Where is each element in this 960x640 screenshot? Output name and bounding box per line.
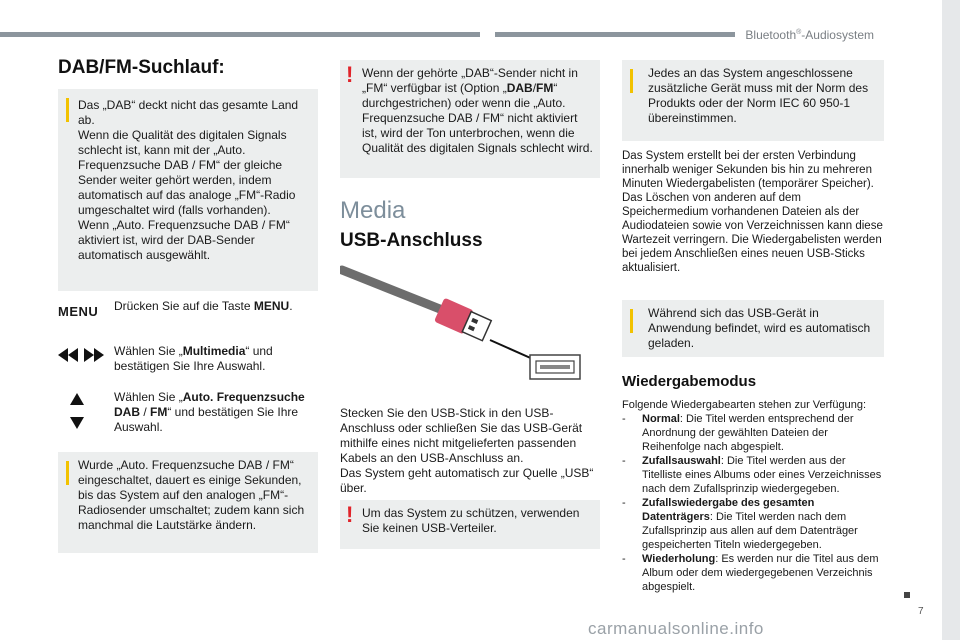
side-strip — [942, 0, 960, 640]
info-text: Das „DAB“ deckt nicht das gesamte Land ab. Wenn die Qualität des digitalen Signals schlecht ist, kann mit der „Auto. Frequenzsuche DAB / FM“ der gleiche Sender weiter gehört werden, indem automatisch auf das analoge „FM“-Radio umgeschaltet wird (falls vorhanden). Wenn „Auto. Frequenzsuche DAB / FM“ aktiviert ist, wird der DAB-Sender automatisch ausgewählt. — [78, 98, 299, 262]
usb-heading: USB-Anschluss — [340, 230, 483, 251]
page-title: DAB/FM-Suchlauf: — [58, 57, 225, 78]
playback-mode-intro: Folgende Wiedergabearten stehen zur Verfügung: — [622, 399, 866, 411]
info-text: Wurde „Auto. Frequenzsuche DAB / FM“ eingeschaltet, dauert es einige Sekunden, bis das System auf den analogen „FM“-Radiosender umschaltet; zudem kann sich manchmal die Lautstärke ändern. — [78, 458, 305, 532]
exclamation-icon: ! — [346, 502, 354, 527]
list-item: - Wiederholung: Es werden nur die Titel aus dem Album oder dem wiedergegebenen Verzeichnis abgespielt. — [622, 553, 879, 593]
list-item: - Zufallswiedergabe des gesamten Datenträgers: Die Titel werden nach dem Zufallsprinzip aus allen auf dem Datenträger gespeicherten Titeln wiedergegeben. — [622, 497, 858, 551]
info-text: Jedes an das System angeschlossene zusätzliche Gerät muss mit der Norm des Produkts oder der Norm IEC 60 950-1 übereinstimmen. — [648, 66, 869, 125]
list-item: - Normal: Die Titel werden entsprechend der Anordnung der gewählten Dateien der Reihenfolge nach abgespielt. — [622, 413, 854, 453]
info-bar-icon — [630, 309, 633, 333]
step-press-menu: Drücken Sie auf die Taste MENU. — [114, 299, 293, 313]
info-bar-icon — [66, 98, 69, 122]
step-select-multimedia: Wählen Sie „Multimedia“ und bestätigen Sie Ihre Auswahl. — [114, 344, 273, 373]
info-box-norm — [622, 60, 884, 141]
info-box-dab — [58, 89, 318, 291]
warning-box-usb-hub — [340, 500, 600, 549]
warning-text: Wenn der gehörte „DAB“-Sender nicht in „FM“ verfügbar ist (Option „DAB/FM“ durchgestrichen) oder wenn die „Auto. Frequenzsuche DAB / FM“ nicht aktiviert ist, wird der Ton unterbrochen, wenn die Qualität des digitalen Signals schlecht wird. — [362, 66, 593, 155]
header-rule-2 — [495, 32, 735, 37]
info-text: Während sich das USB-Gerät in Anwendung befindet, wird es automatisch geladen. — [648, 306, 871, 350]
usb-instructions: Stecken Sie den USB-Stick in den USB-Anschluss oder schließen Sie das USB-Gerät mithilfe eines nicht mitgelieferten passenden Kabels an den USB-Anschluss an. Das System geht automatisch zur Quelle „USB“ über. — [340, 406, 594, 495]
info-bar-icon — [630, 69, 633, 93]
usb-plug-icon — [340, 262, 600, 397]
menu-key-icon: MENU — [58, 304, 99, 319]
playlist-paragraph: Das System erstellt bei der ersten Verbindung innerhalb weniger Sekunden bis hin zu mehreren Minuten Wiedergabelisten (temporärer Speicher). Das Löschen von anderen auf dem Speichermedium vorhandenen Dateien als der Audiodateien sowie von Verzeichnissen kann diese Wartezeit verringern. Die Wiedergabelisten werden bei jedem Anschließen eines neuen USB-Sticks aktualisiert. — [622, 150, 883, 274]
section-header: Bluetooth®-Audiosystem — [745, 28, 874, 42]
list-item: - Zufallsauswahl: Die Titel werden aus der Titelliste eines Albums oder eines Verzeichnisses nach dem Zufallsprinzip wiedergegeben. — [622, 455, 882, 495]
page-number: 7 — [918, 606, 924, 617]
header-rule — [0, 32, 480, 37]
media-heading: Media — [340, 197, 406, 224]
playback-mode-heading: Wiedergabemodus — [622, 373, 757, 390]
exclamation-icon: ! — [346, 62, 354, 87]
watermark-text: carmanualsonline.info — [588, 619, 764, 638]
up-down-arrows-icon — [70, 393, 84, 434]
step-select-auto-frequency: Wählen Sie „Auto. Frequenzsuche DAB / FM“ und bestätigen Sie Ihre Auswahl. — [114, 390, 305, 434]
warning-text: Um das System zu schützen, verwenden Sie keinen USB-Verteiler. — [362, 506, 580, 535]
info-box-charging — [622, 300, 884, 357]
end-square-icon — [904, 592, 910, 598]
playback-mode-list — [622, 412, 884, 594]
info-box-auto-frequency — [58, 452, 318, 553]
warning-box-dab — [340, 60, 600, 178]
info-bar-icon — [66, 461, 69, 485]
left-right-arrows-icon — [58, 348, 104, 367]
